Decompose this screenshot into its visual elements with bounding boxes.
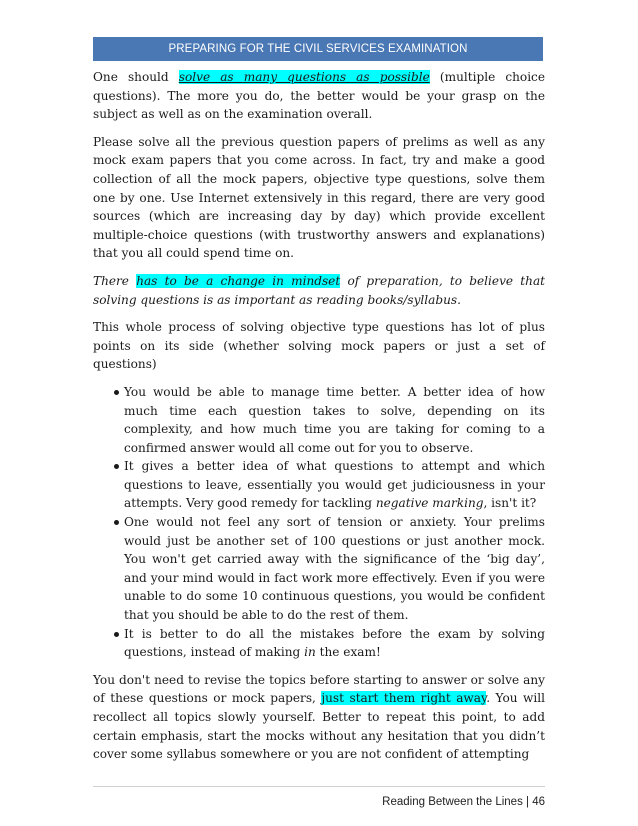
highlight-start-right-away: just start them right away: [321, 691, 487, 706]
bullet-2-text-b: , isn't it?: [483, 496, 537, 511]
list-item: [93, 513, 545, 625]
footer-text: Reading Between the Lines | 46: [382, 796, 545, 808]
benefits-list: [93, 383, 545, 662]
page-footer: [382, 796, 545, 808]
paragraph-2: Please solve all the previous question papers of prelims as well as any mock exam papers that you come across. In fact, try and make a good collection of all the mock papers, objective type questions, solve them one by one. Use Internet extensively in this regard, there are very good sources (which are increasing day by day) which provide excellent multiple-choice questions (with trustworthy answers and explanations) that you all could spend time on.: [93, 134, 545, 261]
paragraph-1-text-a: One should: [93, 70, 179, 84]
bullet-4-emphasis: in: [304, 645, 316, 660]
bullet-3-text: One would not feel any sort of tension or anxiety. Your prelims would just be another set of 100 questions or just another mock. You won't get carried away with the significance of the ‘big day’, and your mind would in fact work more effectively. Even if you were unable to do some 10 continuous questions, you would be confident that you should be able to do the rest of them.: [124, 515, 545, 623]
paragraph-5-text-a: You don't need to revise the topics before starting to answer or solve any of these questions or mock papers,: [93, 672, 545, 706]
bullet-2-text-a: It gives a better idea of what questions to attempt and which questions to leave, essentially you would get judiciousness in your attempts. Very good remedy for tackling: [124, 459, 545, 511]
paragraph-5-text-b: . You will recollect all topics slowly yourself. Better to repeat this point, to add certain emphasis, start the mocks without any hesitation that you didn’t cover some syllabus somewhere or you are not confident of attempting: [93, 691, 545, 762]
paragraph-3: [93, 272, 545, 309]
bullet-4-text-a: It is better to do all the mistakes before the exam by solving questions, instead of making: [124, 626, 545, 660]
list-item: [93, 457, 545, 513]
paragraph-1: [93, 68, 545, 124]
list-item: [93, 625, 545, 662]
bullet-icon: [114, 464, 119, 469]
list-item: [93, 383, 545, 457]
paragraph-4: This whole process of solving objective type questions has lot of plus points on its side (whether solving mock papers or just a set of questions): [93, 320, 545, 372]
bullet-2-emphasis: negative marking: [375, 496, 484, 511]
paragraph-3-text-a: There: [93, 273, 137, 288]
paragraph-1-text-b: (multiple choice questions). The more you do, the better would be your grasp on the subject as well as on the examination overall.: [93, 70, 545, 122]
bullet-icon: [114, 520, 119, 525]
page-body: [93, 68, 545, 773]
highlight-change-in-mindset: has to be a change in mindset: [136, 273, 341, 288]
paragraph-3-text-b: of preparation, to believe that solving questions is as important as reading books/syllabus.: [93, 273, 546, 307]
paragraph-5: [93, 671, 545, 764]
running-header: [93, 37, 543, 61]
bullet-icon: [114, 632, 119, 637]
bullet-1-text: You would be able to manage time better. A better idea of how much time each question takes to solve, depending on its complexity, and how much time you are taking for coming to a confirmed answer would all come out for you to observe.: [124, 384, 545, 455]
footer-divider: [93, 786, 545, 787]
header-title: PREPARING FOR THE CIVIL SERVICES EXAMINATION: [168, 43, 468, 55]
bullet-4-text-b: the exam!: [315, 645, 381, 660]
highlight-solve-many-questions: solve as many questions as possible: [178, 70, 430, 84]
bullet-icon: [114, 390, 119, 395]
